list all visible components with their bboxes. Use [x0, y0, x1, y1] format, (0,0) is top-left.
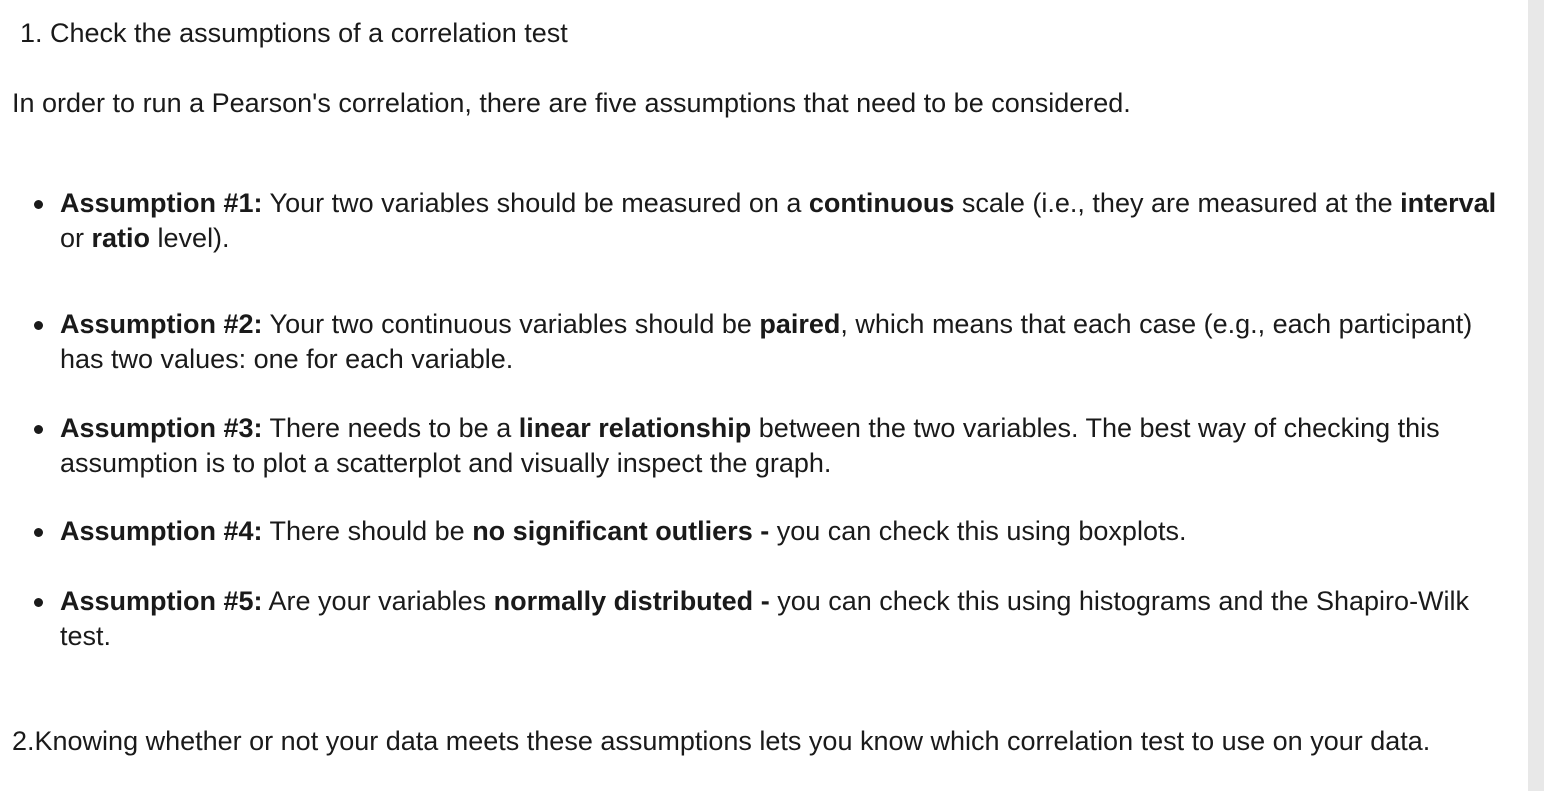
assumption-keyword: continuous — [808, 188, 955, 218]
assumption-keyword: linear relationship — [518, 413, 752, 443]
assumption-text: , which means that each case (e.g., each participant) has two values: one for each variable. — [60, 309, 1473, 374]
assumption-text: you can check this using histograms and the Shapiro-Wilk test. — [60, 586, 1470, 651]
assumption-text: scale (i.e., they are measured at the — [954, 188, 1401, 218]
assumption-label: Assumption #3: — [60, 413, 263, 443]
assumption-keyword: ratio — [91, 223, 151, 253]
assumption-text: Your two variables should be measured on a — [262, 188, 809, 218]
assumption-dash: - — [760, 586, 770, 616]
assumption-dash: - — [760, 516, 770, 546]
assumption-text: There needs to be a — [262, 413, 519, 443]
assumption-text: Your two continuous variables should be — [262, 309, 760, 339]
assumption-item-3 — [60, 411, 1500, 481]
assumption-label: Assumption #4: — [60, 516, 263, 546]
section-heading-1: 1. Check the assumptions of a correlation test — [20, 18, 568, 48]
vertical-scrollbar[interactable] — [1528, 0, 1544, 791]
assumption-item-4 — [60, 514, 1500, 549]
intro-paragraph: In order to run a Pearson's correlation, there are five assumptions that need to be considered. — [12, 88, 1131, 118]
assumption-keyword: interval — [1400, 188, 1497, 218]
assumption-keyword: no significant outliers — [472, 516, 753, 546]
assumption-text: you can check this using boxplots. — [769, 516, 1187, 546]
assumption-text — [753, 586, 761, 616]
assumption-label: Assumption #1: — [60, 188, 263, 218]
assumption-text: Are your variables — [262, 586, 494, 616]
assumption-keyword: normally distributed — [493, 586, 754, 616]
section-heading-2: 2.Knowing whether or not your data meets these assumptions lets you know which correlation test to use on your data. — [12, 726, 1431, 756]
assumption-label: Assumption #5: — [60, 586, 263, 616]
assumption-text: level). — [150, 223, 230, 253]
assumption-keyword: paired — [759, 309, 841, 339]
assumption-item-5 — [60, 584, 1500, 654]
assumption-item-1 — [60, 186, 1500, 256]
assumption-label: Assumption #2: — [60, 309, 263, 339]
assumption-item-2 — [60, 307, 1500, 377]
assumption-text: or — [60, 223, 92, 253]
assumption-text: There should be — [262, 516, 473, 546]
assumption-text: between the two variables. The best way of checking this assumption is to plot a scatterplot and visually inspect the graph. — [60, 413, 1440, 478]
